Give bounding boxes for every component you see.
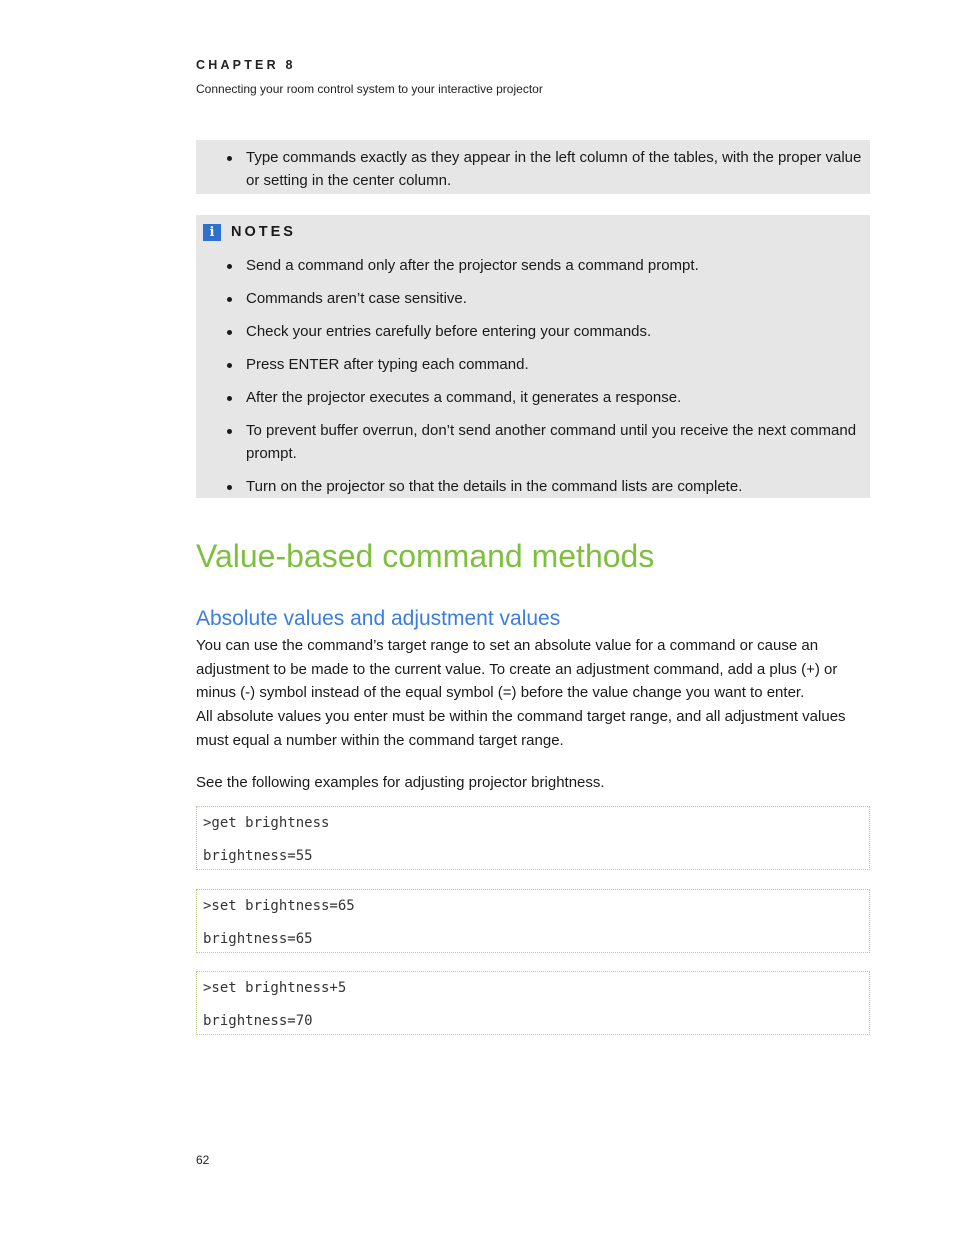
notes-list	[196, 254, 870, 498]
page-number: 62	[196, 1153, 210, 1167]
list-item: Commands aren’t case sensitive.	[196, 287, 870, 310]
intro-callout	[196, 140, 870, 194]
body-paragraph: You can use the command’s target range to set an absolute value for a command or cause an adjustment to be made to the current value. To create an adjustment command, add a plus (+) or minus (-) symbol instead of the equal symbol (=) before the value change you want to enter.	[196, 637, 838, 701]
list-item: Send a command only after the projector sends a command prompt.	[196, 254, 870, 277]
list-item: After the projector executes a command, it generates a response.	[196, 386, 870, 409]
list-item: Turn on the projector so that the details in the command lists are complete.	[196, 475, 870, 498]
notes-callout	[196, 215, 870, 498]
notes-title: NOTES	[231, 224, 296, 240]
intro-list	[196, 146, 870, 192]
code-example	[196, 806, 870, 870]
code-command: >set brightness+5	[203, 980, 347, 996]
section-heading: Value-based command methods	[196, 538, 655, 574]
code-response: brightness=65	[203, 931, 313, 947]
list-item: Check your entries carefully before entering your commands.	[196, 320, 870, 343]
chapter-label: CHAPTER 8	[196, 58, 296, 72]
list-item: Press ENTER after typing each command.	[196, 353, 870, 376]
code-example	[196, 971, 870, 1035]
notes-header	[203, 223, 870, 241]
list-item: Type commands exactly as they appear in the left column of the tables, with the proper value or setting in the center column.	[196, 146, 870, 192]
list-item: To prevent buffer overrun, don’t send another command until you receive the next command prompt.	[196, 419, 870, 465]
code-example	[196, 889, 870, 953]
body-paragraph: See the following examples for adjusting projector brightness.	[196, 774, 605, 791]
code-response: brightness=70	[203, 1013, 313, 1029]
subsection-heading: Absolute values and adjustment values	[196, 607, 561, 630]
code-command: >get brightness	[203, 815, 330, 831]
info-icon: i	[203, 224, 221, 241]
body-paragraph: All absolute values you enter must be within the command target range, and all adjustment values must equal a number within the command target range.	[196, 708, 846, 749]
code-response: brightness=55	[203, 848, 313, 864]
chapter-subtitle: Connecting your room control system to your interactive projector	[196, 82, 543, 96]
code-command: >set brightness=65	[203, 898, 355, 914]
